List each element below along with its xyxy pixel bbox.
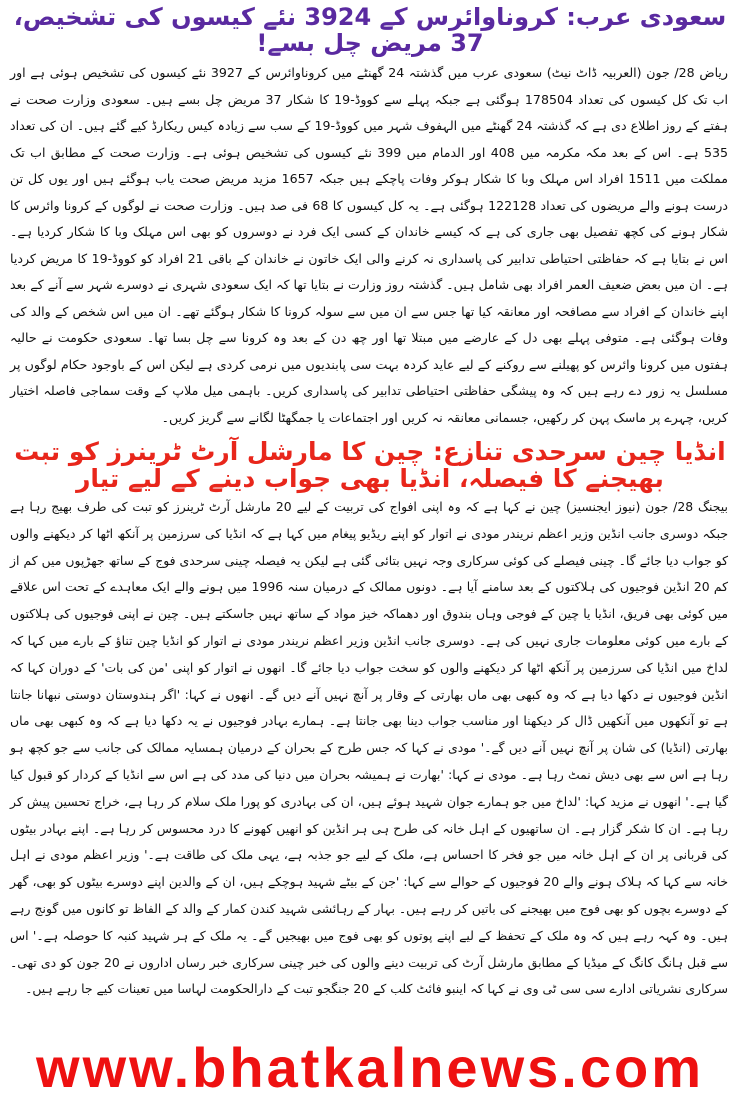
headline-saudi-corona: سعودی عرب: کروناوائرس کے 3924 نئے کیسوں کی تشخیص، 37 مریض چل بسے! bbox=[13, 3, 727, 58]
headline-india-china-border: انڈیا چین سرحدی تنازع: چین کا مارشل آرٹ ٹرینرز کو تبت بھیجنے کا فیصلہ، انڈیا بھی جواب دینے کے لیے تیار bbox=[14, 437, 726, 494]
article-india-china-body bbox=[10, 494, 728, 1034]
site-url-footer[interactable]: www.bhatkalnews.com bbox=[36, 1036, 704, 1099]
article-paragraph: ریاض 28/ جون (العربیہ ڈاٹ نیٹ) سعودی عرب میں گذشتہ 24 گھنٹے میں کروناوائرس کے 3927 نئے کیسوں کی تشخیص ہوئی ہے اور اب تک کل کیسوں کی تعداد 178504 ہوگئی ہے جبکہ پہلے سے کووڈ-19 کا شکار 37 مریض چل بسے ہیں۔ سعودی وزارت صحت نے ہفتے کے روز اطلاع دی ہے کہ گذشتہ 24 گھنٹے میں الہفوف شہر میں کووڈ-19 کے سب سے زیادہ کیس ریکارڈ کیے گئے ہیں۔ ان کی تعداد 535 ہے۔ اس کے بعد مکہ مکرمہ میں 408 اور الدمام میں 399 نئے کیسوں کی تشخیص ہوئی ہے۔ وزارت صحت کے مطابق اب تک مملکت میں 1511 افراد اس مہلک وبا کا شکار ہوکر وفات پاچکے ہیں جبکہ 1657 مزید مریض صحت یاب ہوگئے ہیں اور یوں کل تن درست ہونے والے مریضوں کی تعداد 122128 ہوگئی ہے۔ یہ کل کیسوں کا 68 فی صد ہیں۔ وزارت صحت نے لوگوں کے کرونا وائرس کا شکار ہونے کی کچھ تفصیل بھی جاری کی ہے کہ کیسے خاندان کے کسی ایک فرد نے دوسروں کو بھی اس مہلک وبا کا شکار کردیا ہے۔ اس نے بتایا ہے کہ حفاظتی احتیاطی تدابیر کی پاسداری نہ کرنے والی ایک خاتون نے خاندان کے باقی 21 افراد کو کووڈ-19 کا مریض کردیا ہے۔ ان میں بعض ضعیف العمر افراد بھی شامل ہیں۔ گذشتہ روز وزارت نے بتایا تھا کہ ایک سعودی شہری نے دوسرے شہر سے آنے کے بعد اپنے خاندان کے افراد سے مصافحہ اور معانقہ کیا تھا جس سے ان میں سے سولہ کرونا کا شکار ہوگئے تھے۔ ان میں اس شخص کے والد کی وفات ہوگئی ہے۔ متوفی پہلے بھی دل کے عارضے میں مبتلا تھا اور چھ دن کے بعد وہ کرونا سے چل بسا تھا۔ سعودی حکومت نے حالیہ ہفتوں میں کرونا وائرس کو پھیلنے سے روکنے کے لیے عاید کردہ بہت سی پابندیوں میں نرمی کردی ہے لیکن اس کے باوجود حکام لوگوں پر مسلسل یہ زور دے رہے ہیں کہ وہ پیشگی حفاظتی احتیاطی تدابیر کی پاسداری کریں۔ باہمی میل ملاپ کے وقت سماجی فاصلہ اختیار کریں، چہرے پر ماسک پہن کر رکھیں، جسمانی معانقہ نہ کریں اور اجتماعات یا جمگھٹا لگانے سے گریز کریں۔ bbox=[10, 65, 729, 425]
article-paragraph: بیجنگ 28/ جون (نیوز ایجنسیز) چین نے کہا ہے کہ وہ اپنی افواج کی تربیت کے لیے 20 مارشل آرٹ ٹرینرز کو تبت کی طرف بھیج رہا ہے جبکہ دوسری جانب انڈین وزیر اعظم نریندر مودی نے اتوار کو اپنے ریڈیو پیغام میں کہا ہے کہ انڈیا کی سرزمین پر آنکھ اٹھا کر دیکھنے والوں کو جواب دیا جائے گا۔ چینی فیصلے کی کوئی سرکاری وجہ نہیں بتائی گئی ہے لیکن یہ فیصلہ چینی سرحدی فوج کے ساتھ جھڑپوں میں کم از کم 20 انڈین فوجیوں کی ہلاکتوں کے بعد سامنے آیا ہے۔ دونوں ممالک کے درمیان سنہ 1996 میں ہونے والے ایک معاہدے کے تحت اس علاقے میں کوئی بھی فریق، انڈیا یا چین کے فوجی وہاں بندوق اور دھماکہ خیز مواد کے ساتھ نہیں جاسکتے ہیں۔ چین نے اپنی فوجیوں کی ہلاکتوں کے بارے میں کوئی معلومات جاری نہیں کی ہے۔ دوسری جانب انڈین وزیر اعظم نریندر مودی نے اتوار کو انڈیا چین تناؤ کے بارے میں کہا کہ لداخ میں انڈیا کی سرزمین پر آنکھ اٹھا کر دیکھنے والوں کو سخت جواب دیا جائے گا۔ انھوں نے اتوار کو اپنی 'من کی بات' کے دوران کہا کہ انڈین فوجیوں نے دکھا دیا ہے کہ وہ کبھی بھی ماں بھارتی کے وقار پر آنچ نہیں آنے دیں گے۔ انھوں نے کہا: 'اگر ہندوستان دوستی نبھانا جانتا ہے تو آنکھوں میں آنکھیں ڈال کر دیکھنا اور مناسب جواب دینا بھی جانتا ہے۔ ہمارے بہادر فوجیوں نے یہ دکھا دیا ہے کہ وہ کبھی بھی ماں بھارتی (انڈیا) کی شان پر آنچ نہیں آنے دیں گے۔' مودی نے کہا کہ جس طرح کے بحران کے درمیان ہمسایہ ممالک کی جانب سے جو کچھ ہو رہا ہے اس سے بھی دیش نمٹ رہا ہے۔ مودی نے کہا: 'بھارت نے ہمیشہ بحران میں دنیا کی مدد کی ہے اس سے انڈیا کے کردار کو قبول کیا گیا ہے۔' انھوں نے مزید کہا: 'لداخ میں جو ہمارے جوان شہید ہوئے ہیں، ان کی بہادری کو پورا ملک سلام کر رہا ہے، خراج تحسین پیش کر رہا ہے۔ ان کا شکر گزار ہے۔ ان ساتھیوں کے اہل خانہ کی طرح ہی ہر انڈین کو انھیں کھونے کا درد محسوس کر رہا ہے۔ اپنے بہادر بیٹوں کی قربانی پر ان کے اہل خانہ میں جو فخر کا احساس ہے، ملک کے لیے جو جذبہ ہے، یہی ملک کی طاقت ہے۔' وزیر اعظم مودی نے اہل خانہ سے کہا کہ ہلاک ہونے والے 20 فوجیوں کے حوالے سے کہا: 'جن کے بیٹے شہید ہوچکے ہیں، ان کے والدین اپنے دوسرے بیٹوں کو بھی، گھر کے دوسرے بچوں کو بھی فوج میں بھیجنے کی باتیں کر رہے ہیں۔ بہار کے رہائشی شہید کندن کمار کے والد کے الفاظ تو کانوں میں گونج رہے ہیں۔ وہ کہہ رہے ہیں کہ وہ ملک کے تحفظ کے لیے اپنے پوتوں کو بھی فوج میں بھیجیں گے۔ یہ ملک کے ہر شہید کنبہ کا حوصلہ ہے۔' اس سے قبل ہانگ کانگ کے میڈیا کے مطابق مارشل آرٹ کی تربیت دینے والوں کی خبر چینی سرکاری خبر رساں اداروں نے 20 جون کو دی تھی۔ سرکاری نشریاتی ادارے سی سی ٹی وی نے کہا کہ اینبو فائٹ کلب کے 20 جنگجو تبت کے دارالحکومت لہاسا میں تعینات کیے جا رہے ہیں۔ bbox=[10, 499, 729, 997]
article-saudi-corona-body bbox=[10, 60, 728, 432]
